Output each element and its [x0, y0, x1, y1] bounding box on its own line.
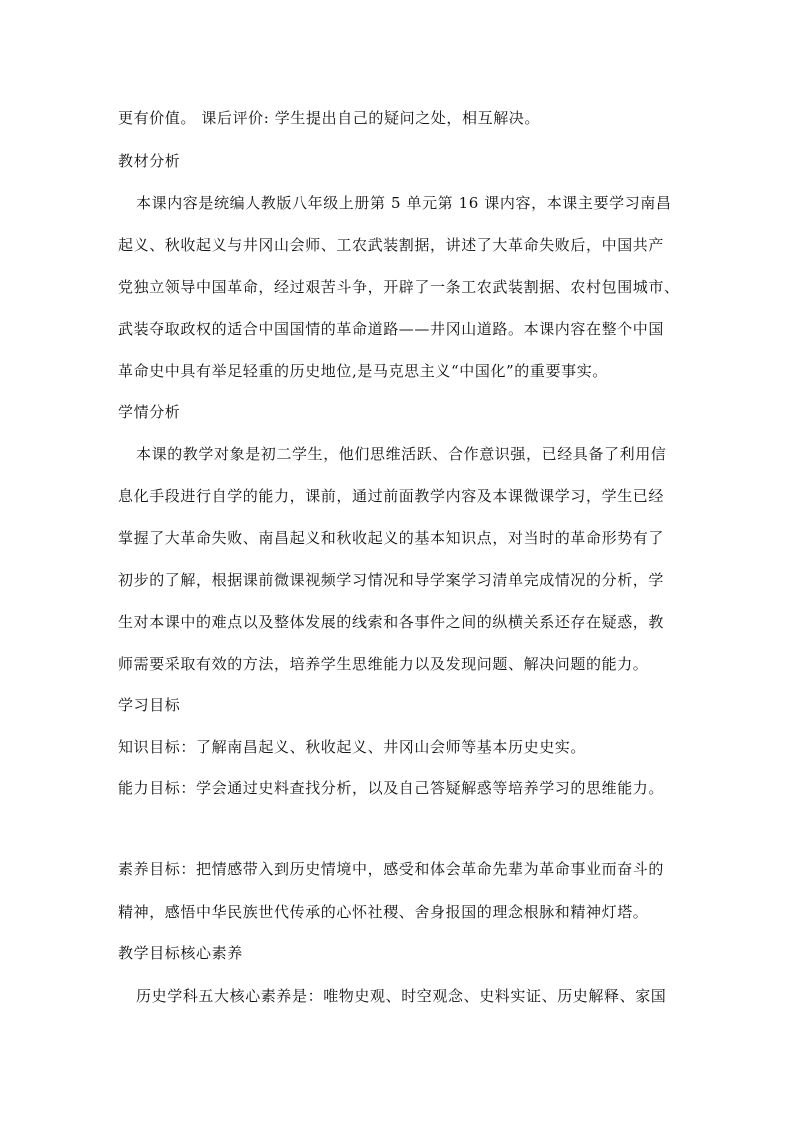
section-heading-learning-goals: 学习目标	[118, 696, 181, 714]
paragraph-line: 息化手段进行自学的能力，课前，通过前面教学内容及本课微课学习，学生已经	[118, 487, 665, 505]
paragraph-line: 起义、秋收起义与井冈山会师、工农武装割据，讲述了大革命失败后，中国共产	[118, 236, 665, 254]
section-heading-student-analysis: 学情分析	[118, 403, 181, 421]
paragraph-line: 历史学科五大核心素养是：唯物史观、时空观念、史料实证、历史解释、家国	[136, 987, 667, 1005]
paragraph-line: 更有价值。 课后评价: 学生提出自己的疑问之处，相互解决。	[118, 109, 540, 127]
paragraph-line: 掌握了大革命失败、南昌起义和秋收起义的基本知识点，对当时的革命形势有了	[118, 529, 665, 547]
literacy-goal: 素养目标：把情感带入到历史情境中，感受和体会革命先辈为革命事业而奋斗的	[118, 860, 665, 878]
paragraph-line: 党独立领导中国革命，经过艰苦斗争，开辟了一条工农武装割据、农村包围城市、	[118, 278, 680, 296]
ability-goal: 能力目标：学会通过史料查找分析，以及自己答疑解惑等培养学习的思维能力。	[118, 779, 665, 797]
paragraph-line: 革命史中具有举足轻重的历史地位,是马克思主义“中国化”的重要事实。	[118, 362, 608, 380]
paragraph-line: 本课的教学对象是初二学生，他们思维活跃、合作意识强，已经具备了利用信	[136, 445, 667, 463]
section-heading-textbook-analysis: 教材分析	[118, 152, 181, 170]
paragraph-line: 精神，感悟中华民族世代传承的心怀社稷、舍身报国的理念根脉和精神灯塔。	[118, 903, 649, 921]
paragraph-line: 武装夺取政权的适合中国国情的革命道路——井冈山道路。本课内容在整个中国	[118, 320, 665, 338]
paragraph-line: 生对本课中的难点以及整体发展的线索和各事件之间的纵横关系还存在疑惑，教	[118, 613, 665, 631]
knowledge-goal: 知识目标：了解南昌起义、秋收起义、井冈山会师等基本历史史实。	[118, 738, 587, 756]
paragraph-line: 本课内容是统编人教版八年级上册第 5 单元第 16 课内容，本课主要学习南昌	[136, 194, 672, 212]
section-heading-core-literacy: 教学目标核心素养	[118, 944, 243, 962]
paragraph-line: 师需要采取有效的方法，培养学生思维能力以及发现问题、解决问题的能力。	[118, 655, 649, 673]
paragraph-line: 初步的了解，根据课前微课视频学习情况和导学案学习清单完成情况的分析，学	[118, 571, 665, 589]
